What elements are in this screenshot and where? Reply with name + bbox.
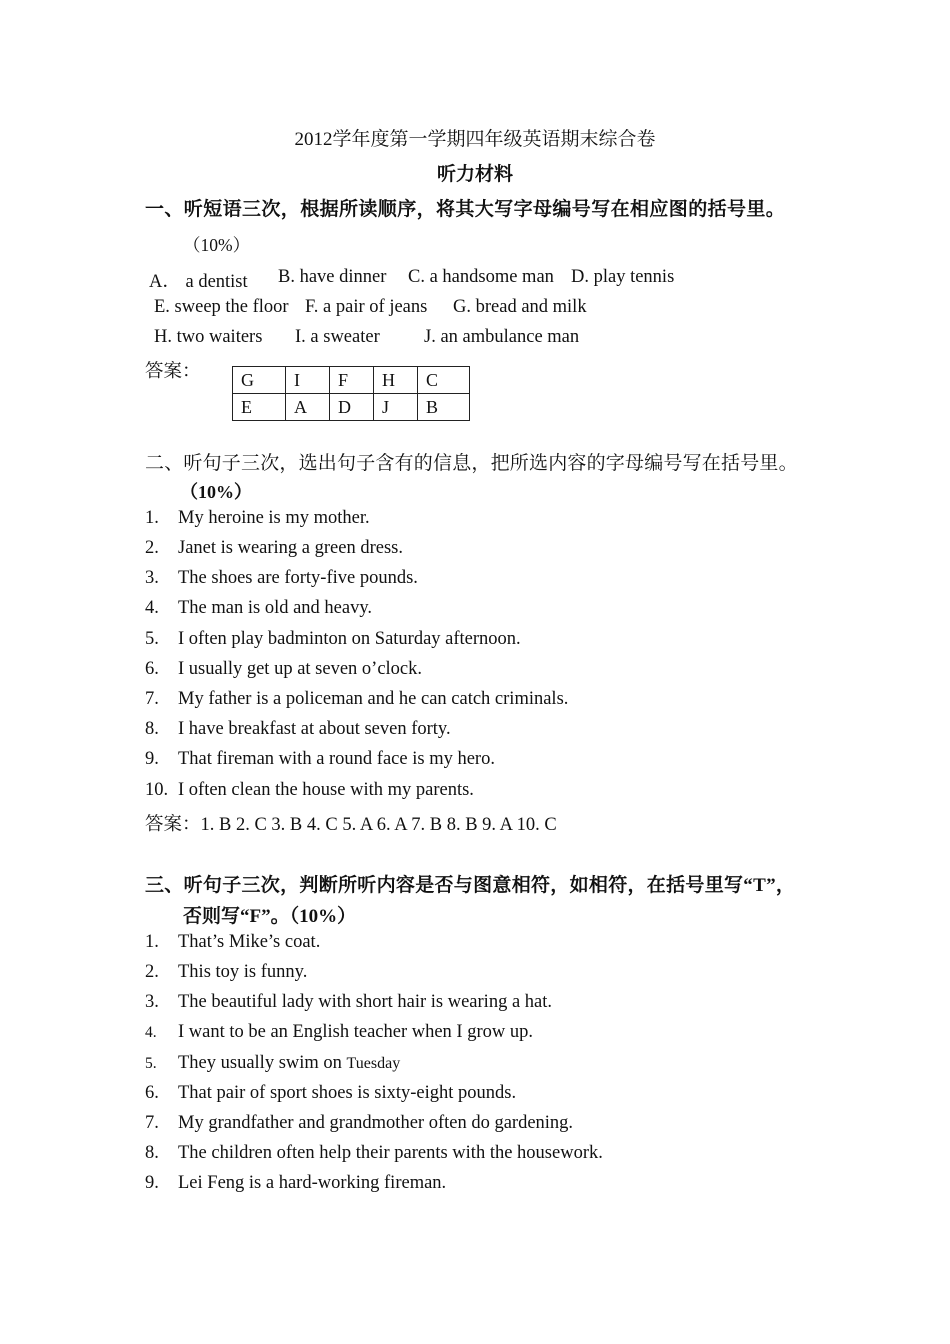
item-number: 5. [145,1055,157,1072]
section2-heading: 二、听句子三次，选出句子含有的信息，把所选内容的字母编号写在括号里。 [145,453,798,474]
item-number: 8. [145,1143,159,1163]
item-number: 2. [145,962,159,982]
answer-row [233,394,470,421]
answer-row [233,367,470,394]
option-j: J. an ambulance man [424,327,580,347]
sentence: The beautiful lady with short hair is wearing a hat. [178,992,553,1012]
option-d: D. play tennis [571,267,675,287]
item-number: 7. [145,689,159,709]
answer-cell: C [418,367,470,394]
item-number: 8. [145,719,159,739]
sentence: My father is a policeman and he can catch criminals. [178,689,569,709]
item-number: 9. [145,1173,159,1193]
answer-cell: J [374,394,418,421]
option-a: A． a dentist [149,272,248,292]
option-i: I. a sweater [295,327,380,347]
answer-cell: E [233,394,286,421]
section3-heading-continued: 否则写“F”。（10%） [183,906,357,927]
item-number: 7. [145,1113,159,1133]
sentence: I often clean the house with my parents. [178,780,474,800]
item-number: 4. [145,598,159,618]
item-number: 6. [145,1083,159,1103]
sentence: My grandfather and grandmother often do gardening. [178,1113,574,1133]
option-b: B. have dinner [278,267,387,287]
sentence: That fireman with a round face is my hero. [178,749,495,769]
section2-answers: 答案：1. B 2. C 3. B 4. C 5. A 6. A 7. B 8. B 9. A 10. C [145,815,557,835]
answer-cell: D [330,394,374,421]
section1-points: （10%） [183,235,251,255]
sentence: I have breakfast at about seven forty. [178,719,451,739]
sentence: My heroine is my mother. [178,508,370,528]
item-number: 4. [145,1024,157,1041]
item-number: 5. [145,629,159,649]
sentence-text: They usually swim on [178,1053,342,1073]
option-g: G. bread and milk [453,297,587,317]
sentence [178,1053,400,1074]
item-number: 1. [145,508,159,528]
section1-answer-table [232,366,470,421]
answer-cell: I [286,367,330,394]
sentence: I usually get up at seven o’clock. [178,659,423,679]
sentence: The man is old and heavy. [178,598,373,618]
sentence: Janet is wearing a green dress. [178,538,403,558]
item-number: 2. [145,538,159,558]
section1-heading: 一、听短语三次，根据所读顺序，将其大写字母编号写在相应图的括号里。 [145,199,786,220]
item-number: 6. [145,659,159,679]
sentence-tail: Tuesday [346,1055,401,1072]
answer-cell: F [330,367,374,394]
item-number: 9. [145,749,159,769]
item-number: 10. [145,780,169,800]
answer-cell: A [286,394,330,421]
option-f: F. a pair of jeans [305,297,428,317]
section2-points: （10%） [180,482,252,502]
sentence: The shoes are forty-five pounds. [178,568,418,588]
answer-cell: B [418,394,470,421]
section1-answer-label: 答案： [145,362,201,382]
answer-cell: G [233,367,286,394]
option-c: C. a handsome man [408,267,554,287]
section3-heading: 三、听句子三次，判断所听内容是否与图意相符，如相符，在括号里写“T”， [145,875,796,896]
item-number: 3. [145,992,159,1012]
document-subtitle: 听力材料 [436,164,513,185]
item-number: 1. [145,932,159,952]
sentence: Lei Feng is a hard-working fireman. [178,1173,447,1193]
option-h: H. two waiters [154,327,263,347]
sentence: That pair of sport shoes is sixty-eight pounds. [178,1083,517,1103]
answer-cell: H [374,367,418,394]
item-number: 3. [145,568,159,588]
sentence: I want to be an English teacher when I grow up. [178,1022,533,1042]
sentence: That’s Mike’s coat. [178,932,321,952]
sentence: I often play badminton on Saturday afternoon. [178,629,521,649]
sentence: This toy is funny. [178,962,308,982]
option-e: E. sweep the floor [154,297,289,317]
sentence: The children often help their parents with the housework. [178,1143,603,1163]
document-title: 2012学年度第一学期四年级英语期末综合卷 [294,129,656,150]
